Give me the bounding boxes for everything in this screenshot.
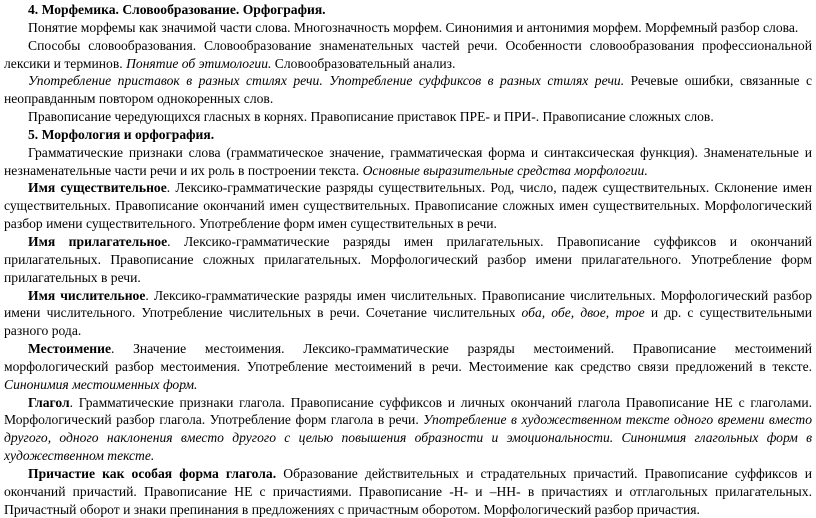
pronoun-text: . Значение местоимения. Лексико-грамматические разряды местоимений. Правописание местоимений морфологический разбор местоимения. Употребление местоимений в речи. Местоимение как средство связи предложений в тексте.: [4, 341, 812, 374]
section-4-paragraph-styles: [4, 72, 812, 108]
speech-errors-text: Речевые ошибки, связанные с неоправданным повтором однокоренных слов.: [4, 73, 812, 107]
verb-label: Глагол: [28, 394, 70, 410]
noun-label: Имя существительное: [28, 180, 167, 196]
word-formation-analysis: Словообразовательный анализ.: [271, 55, 456, 71]
expressive-means-italic: Основные выразительные средства морфологии.: [362, 162, 648, 178]
noun-text: . Лексико-грамматические разряды существительных. Род, число, падеж существительных. Склонение имен существительных. Правописание окончаний имен существительных. Правописание сложных имен существительных. Морфологический разбор имени существительного. Употребление форм имен существительных в речи.: [4, 180, 812, 232]
paragraph-adjective: [4, 233, 812, 287]
verb-text: . Грамматические признаки глагола. Правописание суффиксов и личных окончаний глагола Правописание НЕ с глаголами. Морфологический разбор глагола. Употребление форм глагола в речи.: [4, 394, 812, 428]
pronoun-label: Местоимение: [28, 341, 112, 357]
prefixes-suffixes-italic: Употребление приставок в разных стилях речи. Употребление суффиксов в разных стилях речи.: [28, 73, 625, 89]
word-formation-text: Способы словообразования. Словообразование знаменательных частей речи. Особенности словообразования профессиональной лексики и терминов.: [4, 37, 812, 71]
numeral-examples-italic: оба, обе, двое, трое: [521, 305, 645, 321]
numeral-text-end: и др. с существительными разного рода.: [4, 305, 812, 339]
numeral-label: Имя числительное: [28, 287, 146, 303]
section-5-paragraph-grammar: [4, 144, 812, 180]
paragraph-noun: [4, 179, 812, 233]
etymology-italic: Понятие об этимологии.: [126, 55, 272, 71]
section-4-heading: 4. Морфемика. Словообразование. Орфография.: [28, 2, 326, 17]
adjective-text: . Лексико-грамматические разряды имен прилагательных. Правописание суффиксов и окончаний прилагательных. Правописание сложных прилагательных. Морфологический разбор имени прилагательного. Употребление форм прилагательных в речи.: [4, 233, 812, 285]
section-4-paragraph-spelling: Правописание чередующихся гласных в корнях. Правописание приставок ПРЕ- и ПРИ-. Правописание сложных слов.: [28, 109, 714, 125]
adjective-label: Имя прилагательное: [28, 233, 168, 249]
numeral-text: . Лексико-грамматические разряды имен числительных. Правописание числительных. Морфологический разбор имени числительного. Употребление числительных в речи. Сочетание числительных: [4, 287, 812, 321]
participle-label: Причастие как особая форма глагола.: [28, 465, 277, 481]
paragraph-pronoun: [4, 340, 812, 394]
section-4-paragraph-word-formation: [4, 37, 812, 73]
participle-text: Образование действительных и страдательных причастий. Правописание суффиксов и окончаний причастий. Правописание НЕ с причастиями. Правописание -Н- и –НН- в причастиях и отглагольных прилагательных. Причастный оборот и знаки препинания в предложениях с причастным оборотом. Морфологический разбор причастия.: [4, 465, 812, 517]
section-5-heading: 5. Морфология и орфография.: [28, 126, 215, 142]
paragraph-verb: [4, 394, 812, 465]
pronoun-synonymy-italic: Синонимия местоименных форм.: [4, 376, 198, 392]
grammar-features-text: Грамматические признаки слова (грамматическое значение, грамматическая форма и синтаксическая функция). Знаменательные и незнаменательные части речи и их роль в построении текста.: [4, 144, 812, 178]
verb-artistic-italic: Употребление в художественном тексте одного времени вместо другого, одного наклонения вместо другого с целью повышения образности и эмоциональности. Синонимия глагольных форм в художественном тексте.: [4, 412, 812, 464]
section-4-paragraph-morphemes: Понятие морфемы как значимой части слова. Многозначность морфем. Синонимия и антонимия морфем. Морфемный разбор слова.: [28, 19, 799, 35]
paragraph-numeral: [4, 287, 812, 341]
paragraph-participle: [4, 465, 812, 518]
